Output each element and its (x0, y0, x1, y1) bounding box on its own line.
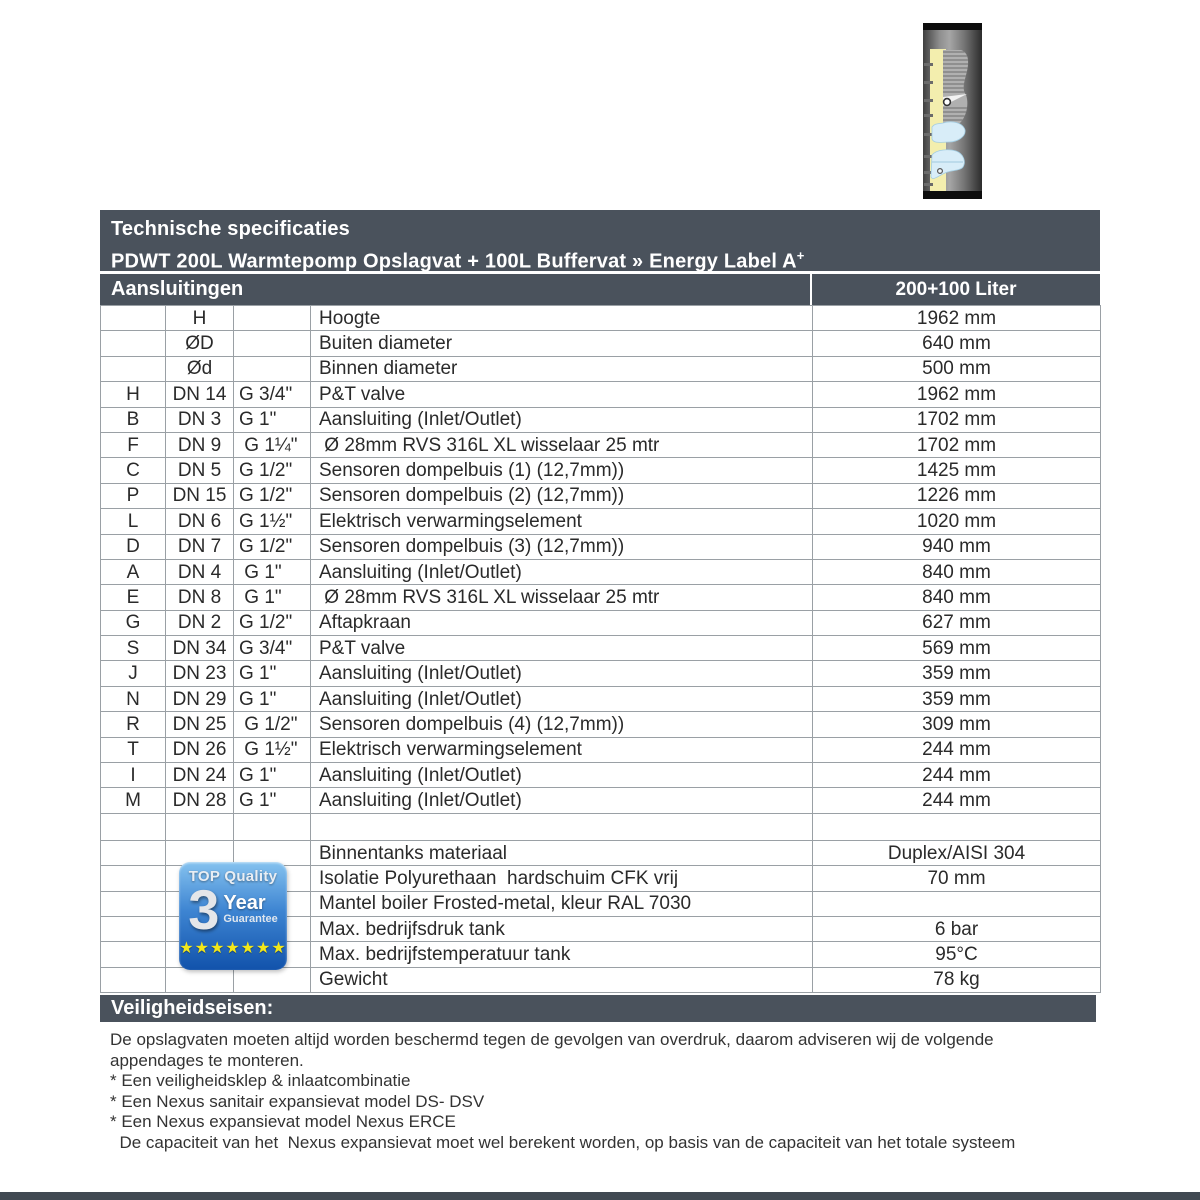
cell-description: Aansluiting (Inlet/Outlet) (311, 559, 813, 584)
connections-header: Aansluitingen (111, 278, 244, 300)
cell-value: 70 mm (813, 866, 1101, 891)
cell-value: 1962 mm (813, 382, 1101, 407)
cell-dn: DN 6 (166, 509, 234, 534)
cell-letter (101, 331, 166, 356)
badge-top-label: TOP Quality (188, 868, 278, 885)
connection-row (101, 407, 1101, 432)
cell-value: Duplex/AISI 304 (813, 840, 1101, 865)
cell-dn: DN 23 (166, 661, 234, 686)
cell-letter (101, 306, 166, 331)
cell-dn: DN 15 (166, 483, 234, 508)
cell-dn: DN 26 (166, 737, 234, 762)
cell-description: Max. bedrijfstemperatuur tank (311, 942, 813, 967)
cell-value: 569 mm (813, 636, 1101, 661)
tank-cutaway-image (923, 23, 982, 199)
cell-description: Aansluiting (Inlet/Outlet) (311, 788, 813, 813)
cell-description: Aansluiting (Inlet/Outlet) (311, 661, 813, 686)
cell-letter: R (101, 712, 166, 737)
badge-number: 3 (188, 878, 220, 941)
cell-value: 1425 mm (813, 458, 1101, 483)
cell-description: Max. bedrijfsdruk tank (311, 916, 813, 941)
cell-dn: Ød (166, 356, 234, 381)
cell-dn: DN 14 (166, 382, 234, 407)
cell-dn: DN 2 (166, 610, 234, 635)
safety-text-line: * Een veiligheidsklep & inlaatcombinatie (110, 1071, 411, 1090)
connection-row (101, 610, 1101, 635)
safety-text-line: * Een Nexus expansievat model Nexus ERCE (110, 1112, 456, 1131)
cell-value: 640 mm (813, 331, 1101, 356)
cell-dn: DN 7 (166, 534, 234, 559)
cell-thread-size (234, 813, 311, 840)
cell-description: P&T valve (311, 382, 813, 407)
connection-row (101, 585, 1101, 610)
cell-description: Elektrisch verwarmingselement (311, 737, 813, 762)
cell-thread-size: G 1" (234, 763, 311, 788)
cell-dn: DN 9 (166, 432, 234, 457)
cell-dn: ØD (166, 331, 234, 356)
cell-value: 1702 mm (813, 432, 1101, 457)
cell-letter: A (101, 559, 166, 584)
cell-description: Hoogte (311, 306, 813, 331)
cell-description: Mantel boiler Frosted-metal, kleur RAL 7030 (311, 891, 813, 916)
cell-thread-size: G 1" (234, 661, 311, 686)
cell-letter: H (101, 382, 166, 407)
safety-text-line: appendages te monteren. (110, 1050, 304, 1070)
cell-letter: C (101, 458, 166, 483)
cell-dn: DN 24 (166, 763, 234, 788)
cell-thread-size: G 1/2" (234, 458, 311, 483)
connection-row (101, 483, 1101, 508)
cell-letter: T (101, 737, 166, 762)
cell-letter: F (101, 432, 166, 457)
cell-letter (101, 942, 166, 967)
cell-value: 840 mm (813, 559, 1101, 584)
cell-dn: DN 28 (166, 788, 234, 813)
cell-dn: DN 34 (166, 636, 234, 661)
cell-letter: D (101, 534, 166, 559)
cell-value: 78 kg (813, 967, 1101, 992)
cell-thread-size: G 1/2" (234, 534, 311, 559)
cell-letter (101, 967, 166, 992)
cell-thread-size: G 1/2" (234, 610, 311, 635)
cell-value: 309 mm (813, 712, 1101, 737)
cell-description: Aansluiting (Inlet/Outlet) (311, 686, 813, 711)
table-header-bar (100, 274, 1100, 305)
connection-row (101, 331, 1101, 356)
cell-description: Aansluiting (Inlet/Outlet) (311, 407, 813, 432)
cell-letter: N (101, 686, 166, 711)
connection-row (101, 432, 1101, 457)
cell-letter (101, 866, 166, 891)
cell-dn: DN 8 (166, 585, 234, 610)
cell-letter: I (101, 763, 166, 788)
cell-letter (101, 840, 166, 865)
cell-description: Sensoren dompelbuis (2) (12,7mm)) (311, 483, 813, 508)
cell-description: Sensoren dompelbuis (4) (12,7mm)) (311, 712, 813, 737)
cell-value: 244 mm (813, 737, 1101, 762)
badge-year-label: Year (223, 892, 266, 914)
badge-middle (179, 878, 287, 941)
cell-thread-size: G 1/2" (234, 483, 311, 508)
connection-row (101, 559, 1101, 584)
cell-thread-size: G 1¼" (234, 432, 311, 457)
energy-label-superscript: + (796, 248, 805, 263)
cell-letter (101, 356, 166, 381)
cell-thread-size: G 3/4" (234, 636, 311, 661)
connection-row (101, 509, 1101, 534)
cell-value: 359 mm (813, 686, 1101, 711)
badge-stars: ★★★★★★★ (179, 940, 287, 957)
cell-thread-size: G 1½" (234, 737, 311, 762)
cell-description: Aansluiting (Inlet/Outlet) (311, 763, 813, 788)
cell-thread-size: G 1" (234, 407, 311, 432)
cell-letter (101, 813, 166, 840)
cell-dn: DN 4 (166, 559, 234, 584)
bottom-divider-bar (0, 1192, 1200, 1200)
cell-thread-size: G 1" (234, 559, 311, 584)
cell-description: Ø 28mm RVS 316L XL wisselaar 25 mtr (311, 585, 813, 610)
cell-description: Aftapkraan (311, 610, 813, 635)
cell-description: Gewicht (311, 967, 813, 992)
cell-letter: E (101, 585, 166, 610)
cell-value: 359 mm (813, 661, 1101, 686)
cell-value: 1020 mm (813, 509, 1101, 534)
cell-letter (101, 916, 166, 941)
cell-description: Sensoren dompelbuis (1) (12,7mm)) (311, 458, 813, 483)
cell-value: 244 mm (813, 788, 1101, 813)
connection-row (101, 382, 1101, 407)
cell-dn: DN 3 (166, 407, 234, 432)
cell-description: Sensoren dompelbuis (3) (12,7mm)) (311, 534, 813, 559)
connection-row (101, 788, 1101, 813)
safety-text-line: De opslagvaten moeten altijd worden beschermd tegen de gevolgen van overdruk, daarom adviseren wij de volgende (110, 1030, 994, 1049)
separator-row (101, 813, 1101, 840)
cell-description: Elektrisch verwarmingselement (311, 509, 813, 534)
cell-letter: P (101, 483, 166, 508)
cell-value: 940 mm (813, 534, 1101, 559)
cell-dn: H (166, 306, 234, 331)
cell-thread-size: G 1" (234, 686, 311, 711)
cell-description: Binnen diameter (311, 356, 813, 381)
top-quality-badge (179, 862, 287, 970)
connection-row (101, 763, 1101, 788)
cell-thread-size: G 3/4" (234, 382, 311, 407)
cell-value: 244 mm (813, 763, 1101, 788)
cell-description: Buiten diameter (311, 331, 813, 356)
cell-thread-size (234, 331, 311, 356)
cell-value (813, 891, 1101, 916)
safety-requirements-header: Veiligheidseisen: (100, 995, 1096, 1022)
spec-row (101, 967, 1101, 992)
cell-description: P&T valve (311, 636, 813, 661)
cell-dn (166, 813, 234, 840)
cell-thread-size: G 1" (234, 585, 311, 610)
size-column-header: 200+100 Liter (895, 279, 1017, 300)
cell-thread-size (234, 967, 311, 992)
connection-row (101, 636, 1101, 661)
cell-dn: DN 25 (166, 712, 234, 737)
cell-description: Isolatie Polyurethaan hardschuim CFK vrij (311, 866, 813, 891)
title-block (100, 210, 1100, 271)
cell-description (311, 813, 813, 840)
badge-guarantee-label: Guarantee (223, 913, 278, 925)
cell-thread-size: G 1½" (234, 509, 311, 534)
connection-row (101, 686, 1101, 711)
safety-text-line: De capaciteit van het Nexus expansievat moet wel berekent worden, op basis van de capaciteit van het totale systeem (110, 1132, 1016, 1152)
connection-row (101, 356, 1101, 381)
cell-value: 500 mm (813, 356, 1101, 381)
cell-description: Binnentanks materiaal (311, 840, 813, 865)
cell-value: 1702 mm (813, 407, 1101, 432)
connection-row (101, 458, 1101, 483)
page-title: Technische specificaties (111, 218, 350, 240)
cell-thread-size (234, 306, 311, 331)
cell-letter: B (101, 407, 166, 432)
cell-dn: DN 5 (166, 458, 234, 483)
connection-row (101, 306, 1101, 331)
cell-letter (101, 891, 166, 916)
cell-letter: S (101, 636, 166, 661)
cell-letter: J (101, 661, 166, 686)
cell-dn: DN 29 (166, 686, 234, 711)
cell-value: 1962 mm (813, 306, 1101, 331)
cell-thread-size (234, 356, 311, 381)
cell-thread-size: G 1/2" (234, 712, 311, 737)
cell-value: 6 bar (813, 916, 1101, 941)
cell-letter: L (101, 509, 166, 534)
cell-letter: M (101, 788, 166, 813)
product-subtitle: PDWT 200L Warmtepomp Opslagvat + 100L Buffervat » Energy Label A+ (111, 248, 805, 273)
cell-value: 840 mm (813, 585, 1101, 610)
cell-value: 627 mm (813, 610, 1101, 635)
connection-row (101, 534, 1101, 559)
cell-thread-size: G 1" (234, 788, 311, 813)
connection-row (101, 712, 1101, 737)
connection-row (101, 661, 1101, 686)
safety-requirements-text (110, 1030, 1120, 1153)
cell-description: Ø 28mm RVS 316L XL wisselaar 25 mtr (311, 432, 813, 457)
connection-row (101, 737, 1101, 762)
cell-value: 95°C (813, 942, 1101, 967)
cell-letter: G (101, 610, 166, 635)
safety-text-line: * Een Nexus sanitair expansievat model DS- DSV (110, 1091, 485, 1111)
cell-value (813, 813, 1101, 840)
cell-dn (166, 967, 234, 992)
cell-value: 1226 mm (813, 483, 1101, 508)
